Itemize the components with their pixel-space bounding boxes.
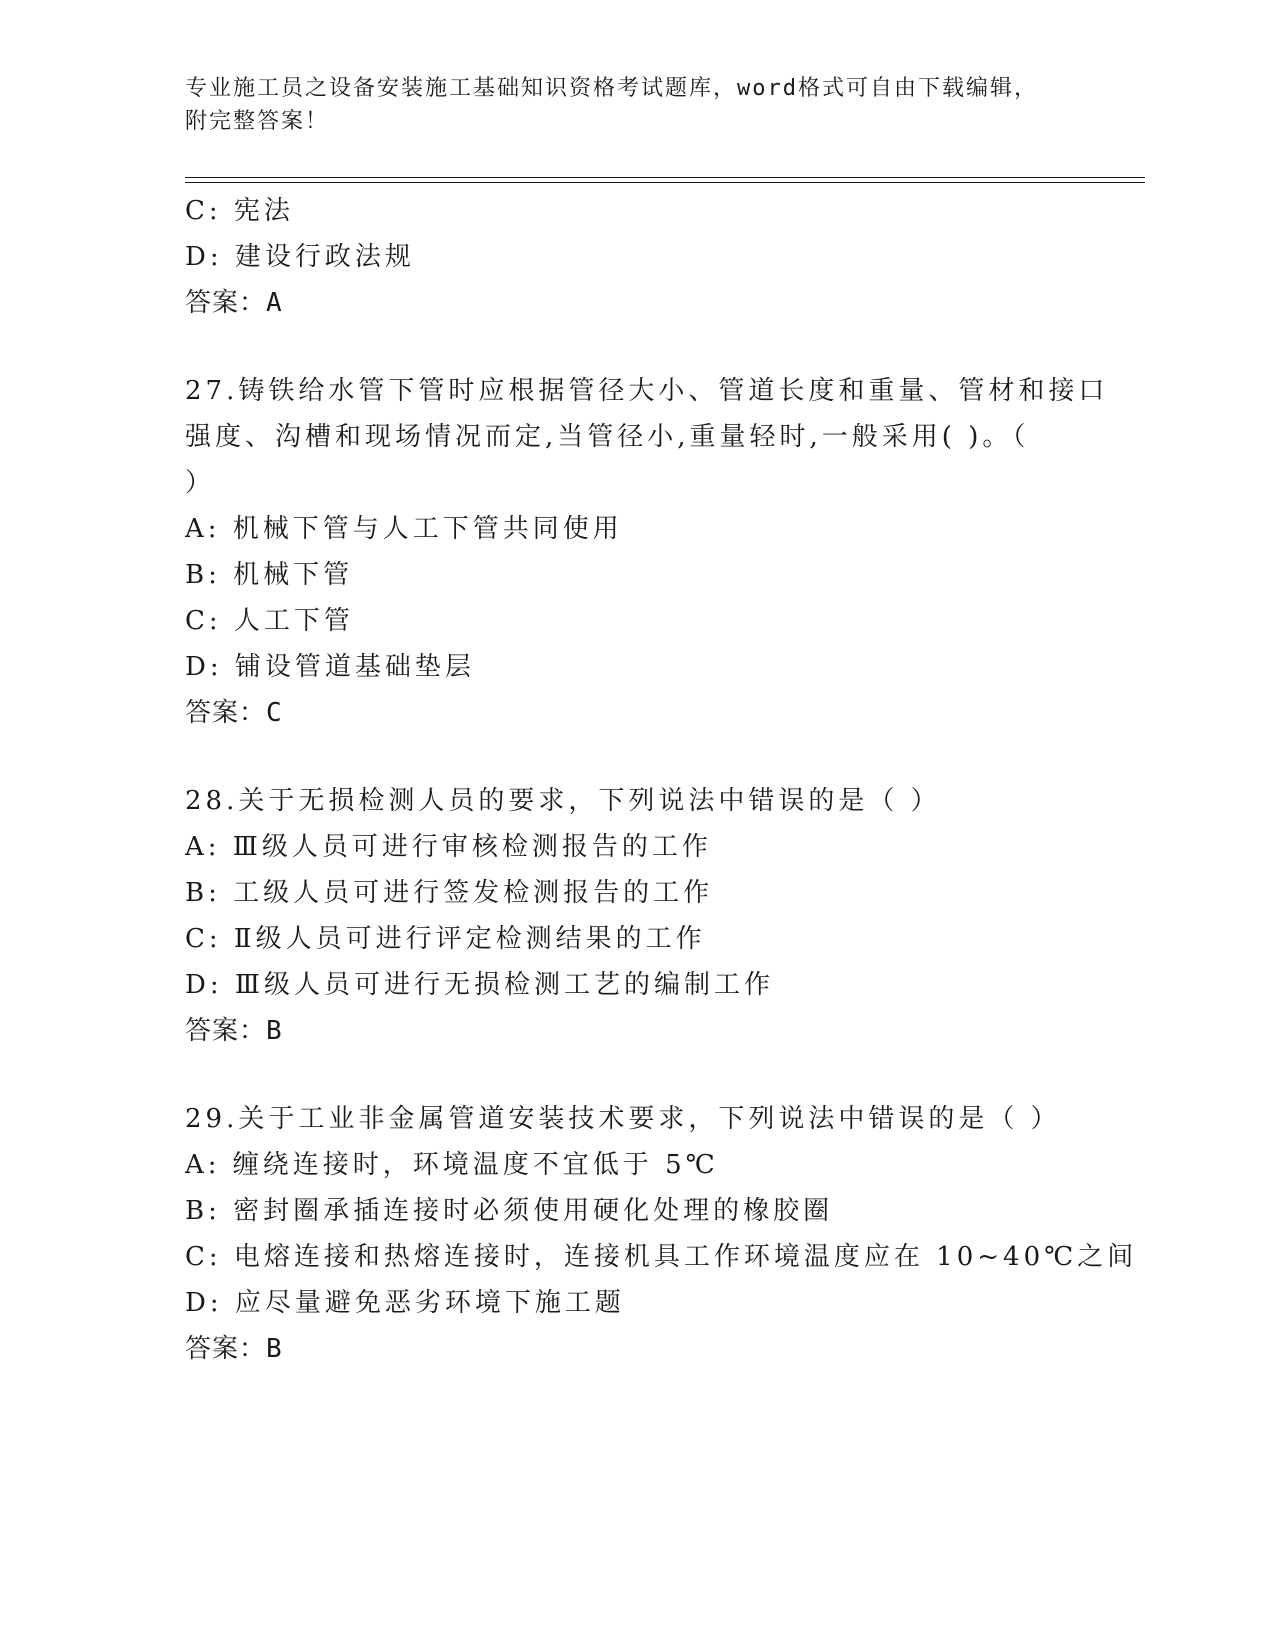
previous-question-block	[185, 188, 1185, 326]
option-d: D: 铺设管道基础垫层	[185, 652, 475, 682]
option-d: D: 建设行政法规	[185, 242, 415, 272]
answer: 答案：C	[185, 698, 283, 728]
answer: 答案：A	[185, 288, 283, 318]
question-stem-line: ）	[185, 468, 216, 498]
answer: 答案：B	[185, 1016, 283, 1046]
header-line-1: 专业施工员之设备安装施工基础知识资格考试题库，word格式可自由下载编辑，	[185, 76, 1038, 101]
header-line-2: 附完整答案！	[185, 109, 330, 134]
question-27	[185, 368, 1185, 736]
option-b: B: 机械下管	[185, 560, 354, 590]
question-stem-line: 29.关于工业非金属管道安装技术要求，下列说法中错误的是（ ）	[185, 1104, 1061, 1134]
option-d: D: 应尽量避免恶劣环境下施工题	[185, 1288, 625, 1318]
option-c: C: 电熔连接和热熔连接时，连接机具工作环境温度应在 10~40℃之间	[185, 1242, 1138, 1272]
question-content	[185, 188, 1185, 1372]
option-d: D: Ⅲ级人员可进行无损检测工艺的编制工作	[185, 970, 774, 1000]
question-28	[185, 778, 1185, 1054]
answer: 答案：B	[185, 1334, 283, 1364]
question-stem-line: 强度、沟槽和现场情况而定,当管径小,重量轻时,一般采用( )。（	[185, 422, 1030, 452]
header-divider	[185, 177, 1145, 178]
page-header	[185, 72, 1085, 138]
option-a: A: 机械下管与人工下管共同使用	[185, 514, 623, 544]
option-c: C: Ⅱ级人员可进行评定检测结果的工作	[185, 924, 706, 954]
option-b: B: 工级人员可进行签发检测报告的工作	[185, 878, 714, 908]
question-29	[185, 1096, 1185, 1372]
option-c: C: 宪法	[185, 196, 294, 226]
question-stem-line: 28.关于无损检测人员的要求，下列说法中错误的是（ ）	[185, 786, 941, 816]
option-a: A: 缠绕连接时，环境温度不宜低于 5℃	[185, 1150, 719, 1180]
option-c: C: 人工下管	[185, 606, 354, 636]
question-stem-line: 27.铸铁给水管下管时应根据管径大小、管道长度和重量、管材和接口	[185, 376, 1109, 406]
header-divider	[185, 182, 1145, 183]
option-a: A: Ⅲ级人员可进行审核检测报告的工作	[185, 832, 712, 862]
option-b: B: 密封圈承插连接时必须使用硬化处理的橡胶圈	[185, 1196, 834, 1226]
